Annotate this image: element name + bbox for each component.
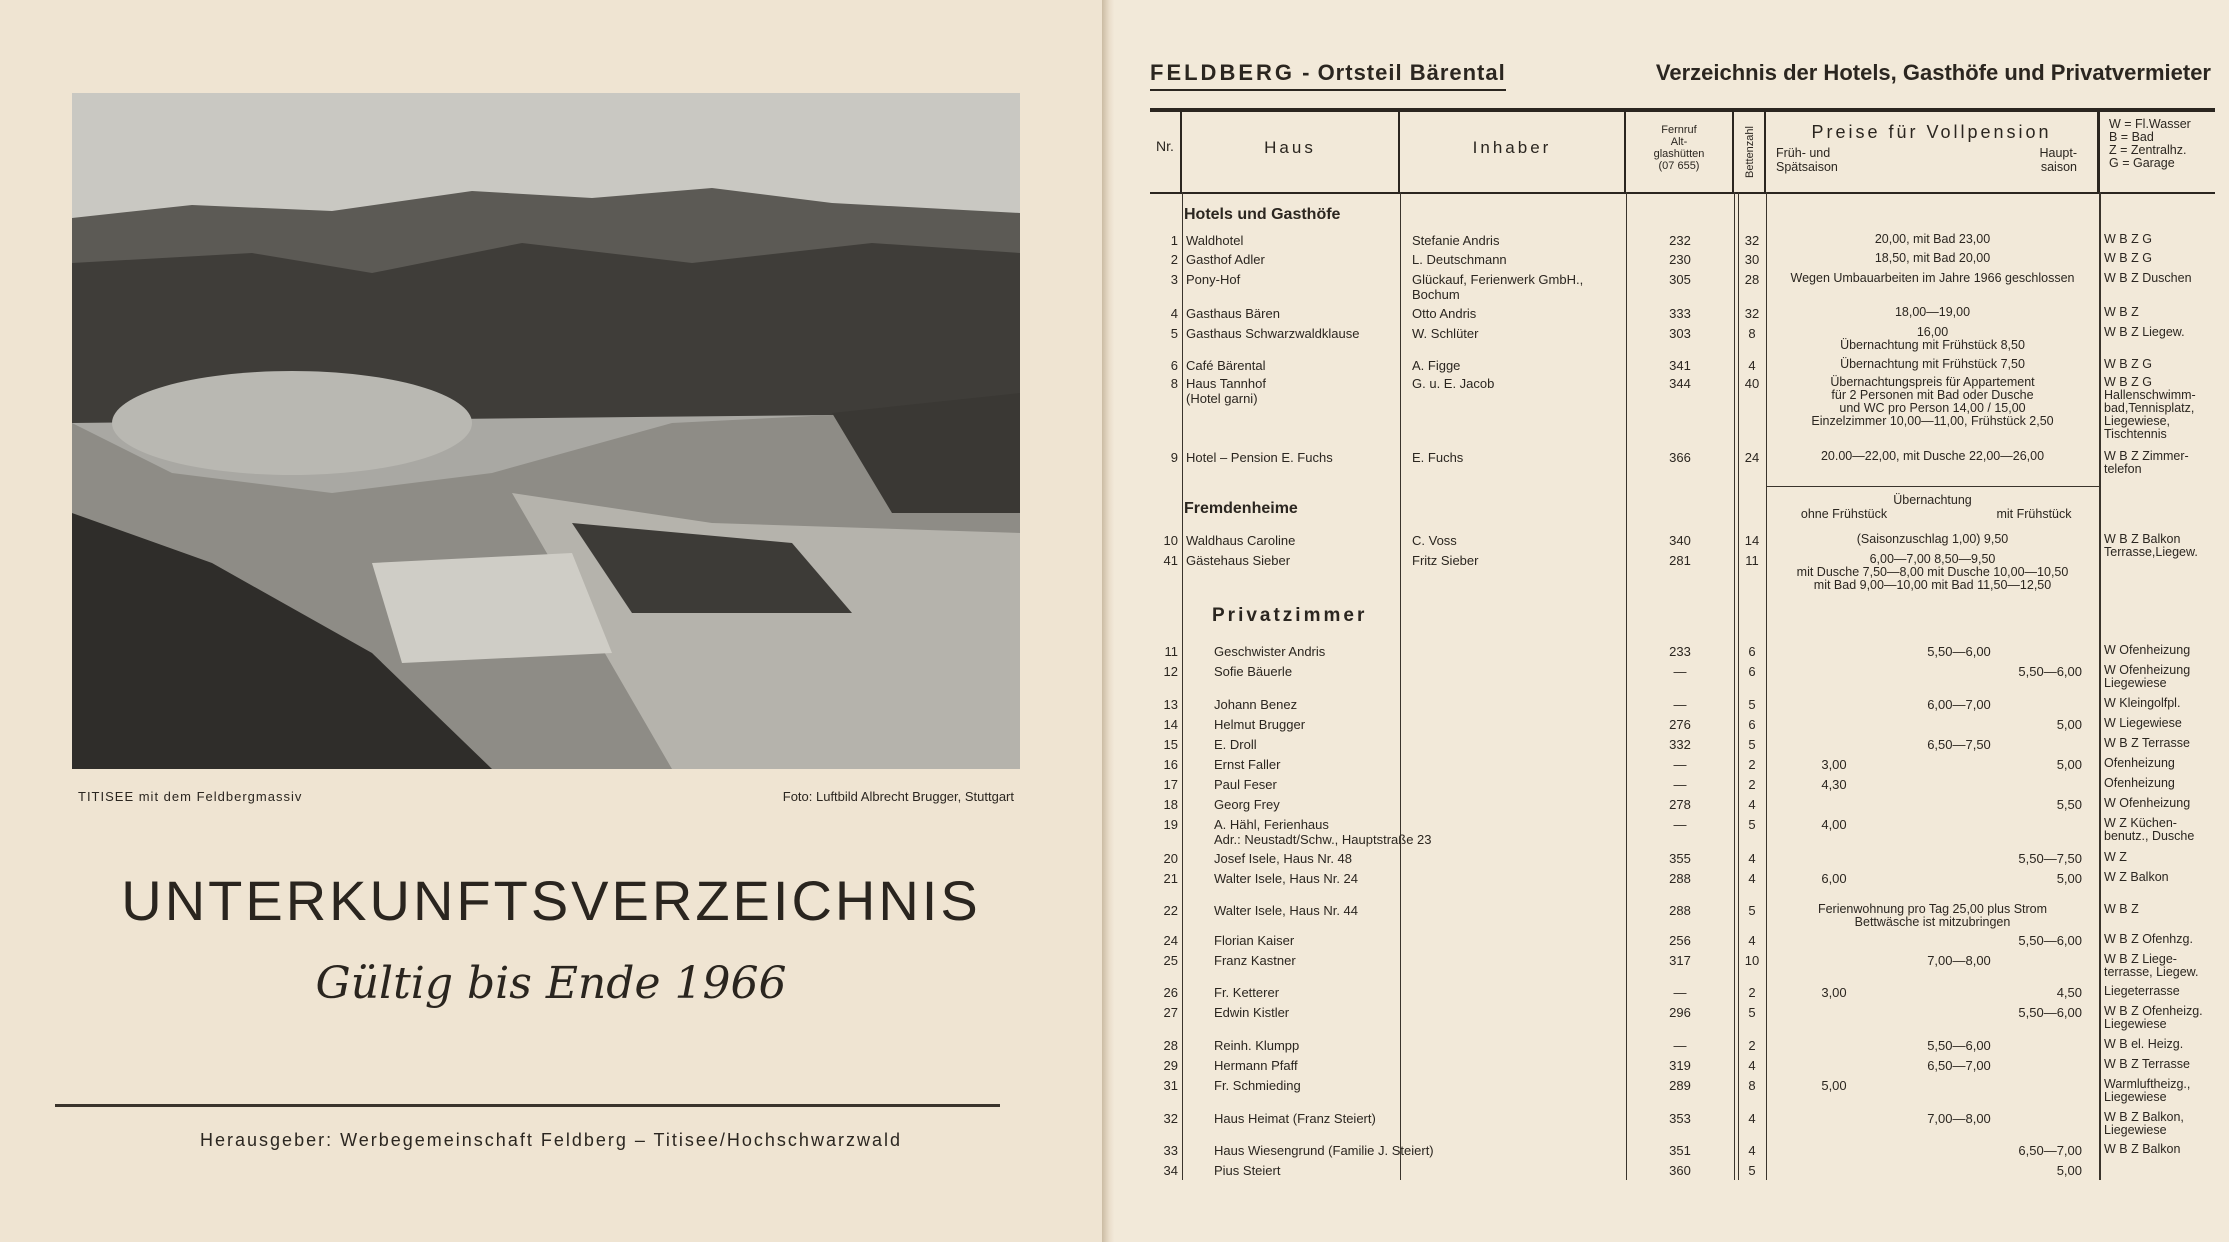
row-nr: 32	[1163, 1111, 1178, 1126]
row-preis: 18,00—19,00	[1894, 305, 1971, 319]
row-fernruf: —	[1673, 777, 1687, 792]
row-betten: 4	[1748, 1143, 1756, 1158]
row-betten: 2	[1748, 777, 1756, 792]
row-fernruf: 333	[1669, 306, 1691, 321]
row-haus: Gasthaus Schwarzwaldklause	[1186, 326, 1360, 341]
col-preise-label: Preise für Vollpension	[1811, 122, 2052, 142]
row-fernruf: 319	[1669, 1058, 1691, 1073]
row-ausstattung: W B Z Zimmer- telefon	[2104, 449, 2189, 476]
row-betten: 4	[1748, 1058, 1756, 1073]
row-ausstattung: W B Z	[2104, 902, 2139, 916]
row-preis-saison: 7,00—8,00	[1927, 1111, 1991, 1126]
row-inhaber: A. Figge	[1412, 358, 1461, 373]
cover-subtitle: Gültig bis Ende 1966	[315, 958, 787, 1009]
row-betten: 30	[1744, 252, 1760, 267]
row-betten: 6	[1748, 664, 1756, 679]
row-ausstattung: W B el. Heizg.	[2104, 1037, 2184, 1051]
row-nr: 16	[1163, 757, 1178, 772]
row-preis-hauptsaison: 4,50	[2056, 985, 2082, 1000]
uebernachtung-rule	[1766, 486, 2099, 487]
row-inhaber: Otto Andris	[1412, 306, 1477, 321]
legend-box: W = Fl.Wasser B = Bad Z = Zentralhz. G = Garage	[2109, 117, 2191, 170]
row-preis-hauptsaison: 5,00	[2056, 717, 2082, 732]
row-nr: 12	[1163, 664, 1178, 679]
row-haus: Helmut Brugger	[1214, 717, 1306, 732]
grid-line	[1734, 192, 1735, 1180]
row-preis-saison: 7,00—8,00	[1927, 953, 1991, 968]
col-haus: Haus	[1182, 112, 1400, 192]
col-inhaber: Inhaber	[1400, 112, 1626, 192]
row-betten: 14	[1744, 533, 1760, 548]
grid-line	[1182, 192, 1183, 1180]
section-hotels: Hotels und Gasthöfe	[1184, 206, 1341, 223]
row-fernruf: 230	[1669, 252, 1691, 267]
row-fernruf: 303	[1669, 326, 1691, 341]
row-haus: Ernst Faller	[1214, 757, 1281, 772]
listing-page	[1114, 0, 2229, 1242]
header-feldberg: FELDBERG	[1150, 60, 1295, 85]
row-fernruf: 344	[1669, 376, 1691, 391]
row-fernruf: —	[1673, 985, 1687, 1000]
row-ausstattung: W B Z Ofenhzg.	[2104, 932, 2193, 946]
publisher-line: Herausgeber: Werbegemeinschaft Feldberg – Titisee/Hochschwarzwald	[200, 1130, 902, 1150]
row-betten: 10	[1744, 953, 1760, 968]
row-fernruf: —	[1673, 817, 1687, 832]
row-fernruf: 281	[1669, 553, 1691, 568]
row-haus: Gasthaus Bären	[1186, 306, 1280, 321]
header-bottom-rule	[1150, 192, 2215, 194]
row-ausstattung: W B Z Liegew.	[2104, 325, 2185, 339]
row-haus: Haus Tannhof (Hotel garni)	[1186, 376, 1266, 406]
row-preis-saison: 4,00	[1821, 817, 1847, 832]
row-nr: 22	[1163, 903, 1178, 918]
row-haus: Gästehaus Sieber	[1186, 553, 1291, 568]
grid-line	[2099, 192, 2101, 1180]
row-preis: 20.00—22,00, mit Dusche 22,00—26,00	[1820, 449, 2045, 463]
row-preis: Übernachtungspreis für Appartement für 2 Personen mit Bad oder Dusche und WC pro Person 14,00 / 15,00 Einzelzimmer 10,00—11,00, Frühstück 2,50	[1811, 375, 2054, 428]
row-nr: 26	[1163, 985, 1178, 1000]
row-nr: 8	[1170, 376, 1178, 391]
row-preis-hauptsaison: 6,50—7,00	[2018, 1143, 2082, 1158]
row-preis-hauptsaison: 5,50—7,50	[2018, 851, 2082, 866]
page-header-location	[1150, 60, 1506, 91]
cover-page	[0, 0, 1102, 1242]
row-fernruf: —	[1673, 1038, 1687, 1053]
col-betten-label: Bettenzahl	[1744, 126, 1756, 178]
row-preis-hauptsaison: 5,50—6,00	[2018, 664, 2082, 679]
row-betten: 8	[1748, 1078, 1756, 1093]
row-ausstattung: W Z	[2104, 850, 2127, 864]
row-nr: 17	[1163, 777, 1178, 792]
row-nr: 9	[1170, 450, 1178, 465]
row-nr: 24	[1163, 933, 1178, 948]
row-fernruf: 276	[1669, 717, 1691, 732]
col-betten	[1734, 112, 1766, 192]
page-fold	[1102, 0, 1114, 1242]
row-fernruf: 305	[1669, 272, 1691, 287]
row-nr: 4	[1170, 306, 1178, 321]
row-haus: Franz Kastner	[1214, 953, 1296, 968]
row-fernruf: 256	[1669, 933, 1691, 948]
row-nr: 20	[1163, 851, 1178, 866]
aerial-photo-titisee	[72, 93, 1020, 769]
row-betten: 4	[1748, 871, 1756, 886]
row-nr: 34	[1163, 1163, 1178, 1178]
row-preis-saison: 6,00—7,00	[1927, 697, 1991, 712]
row-fernruf: 233	[1669, 644, 1691, 659]
row-fernruf: 317	[1669, 953, 1691, 968]
row-nr: 10	[1163, 533, 1178, 548]
row-inhaber: L. Deutschmann	[1412, 252, 1507, 267]
row-preis-hauptsaison: 5,50—6,00	[2018, 1005, 2082, 1020]
row-betten: 4	[1748, 1111, 1756, 1126]
row-inhaber: G. u. E. Jacob	[1412, 376, 1495, 391]
section-fremdenheime: Fremdenheime	[1184, 500, 1298, 517]
row-haus: Josef Isele, Haus Nr. 48	[1214, 851, 1353, 866]
row-betten: 8	[1748, 326, 1756, 341]
row-inhaber: Stefanie Andris	[1412, 233, 1500, 248]
row-ausstattung: Ofenheizung	[2104, 756, 2175, 770]
divider	[55, 1104, 1000, 1107]
row-haus: Haus Wiesengrund (Familie J. Steiert)	[1214, 1143, 1434, 1158]
row-fernruf: 232	[1669, 233, 1691, 248]
row-nr: 1	[1170, 233, 1178, 248]
row-haus: Paul Feser	[1214, 777, 1277, 792]
row-ausstattung: W B Z Ofenheizg. Liegewiese	[2104, 1004, 2203, 1031]
row-ausstattung: W B Z G	[2104, 251, 2152, 265]
row-ausstattung: W B Z Balkon	[2104, 1142, 2181, 1156]
photo-caption: TITISEE mit dem Feldbergmassiv	[78, 789, 303, 804]
row-ausstattung: W B Z Balkon, Liegewiese	[2104, 1110, 2184, 1137]
row-ausstattung: W B Z G	[2104, 357, 2152, 371]
row-ausstattung: W B Z Terrasse	[2104, 1057, 2190, 1071]
row-inhaber: E. Fuchs	[1412, 450, 1464, 465]
row-betten: 5	[1748, 1005, 1756, 1020]
row-fernruf: 353	[1669, 1111, 1691, 1126]
row-nr: 2	[1170, 252, 1178, 267]
row-nr: 19	[1163, 817, 1178, 832]
row-betten: 5	[1748, 817, 1756, 832]
row-inhaber: Fritz Sieber	[1412, 553, 1479, 568]
row-ausstattung: W B Z Duschen	[2104, 271, 2192, 285]
row-haus: Sofie Bäuerle	[1214, 664, 1293, 679]
row-ausstattung: W Ofenheizung	[2104, 796, 2191, 810]
row-ausstattung: Warmluftheizg., Liegewiese	[2104, 1077, 2191, 1104]
row-fernruf: —	[1673, 757, 1687, 772]
row-preis: 20,00, mit Bad 23,00	[1874, 232, 1991, 246]
row-haus: A. Hähl, Ferienhaus Adr.: Neustadt/Schw., Hauptstraße 23	[1214, 817, 1432, 847]
row-haus: Florian Kaiser	[1214, 933, 1295, 948]
col-fernruf: Fernruf Alt- glashütten (07 655)	[1626, 112, 1734, 192]
row-haus: Reinh. Klumpp	[1214, 1038, 1300, 1053]
row-fernruf: 341	[1669, 358, 1691, 373]
row-inhaber: C. Voss	[1412, 533, 1457, 548]
row-haus: Waldhaus Caroline	[1186, 533, 1296, 548]
row-haus: Georg Frey	[1214, 797, 1280, 812]
row-betten: 28	[1744, 272, 1760, 287]
row-haus: E. Droll	[1214, 737, 1257, 752]
row-betten: 24	[1744, 450, 1760, 465]
row-nr: 28	[1163, 1038, 1178, 1053]
row-preis-saison: Ferienwohnung pro Tag 25,00 plus Strom Bettwäsche ist mitzubringen	[1817, 902, 2048, 929]
row-betten: 5	[1748, 697, 1756, 712]
row-ausstattung: W B Z Terrasse	[2104, 736, 2190, 750]
row-nr: 15	[1163, 737, 1178, 752]
row-preis-hauptsaison: 5,50—6,00	[2018, 933, 2082, 948]
row-inhaber: W. Schlüter	[1412, 326, 1479, 341]
row-ausstattung: W Ofenheizung	[2104, 643, 2191, 657]
row-preis-hauptsaison: 5,00	[2056, 757, 2082, 772]
row-haus: Johann Benez	[1214, 697, 1298, 712]
row-nr: 5	[1170, 326, 1178, 341]
row-betten: 32	[1744, 233, 1760, 248]
row-fernruf: 278	[1669, 797, 1691, 812]
row-ausstattung: W Ofenheizung Liegewiese	[2104, 663, 2191, 690]
row-ausstattung: W Kleingolfpl.	[2104, 696, 2181, 710]
row-ausstattung: Liegeterrasse	[2104, 984, 2180, 998]
row-fernruf: 351	[1669, 1143, 1691, 1158]
row-nr: 25	[1163, 953, 1178, 968]
row-nr: 33	[1163, 1143, 1178, 1158]
row-haus: Walter Isele, Haus Nr. 44	[1214, 903, 1359, 918]
row-preis: 18,50, mit Bad 20,00	[1874, 251, 1991, 265]
row-betten: 2	[1748, 985, 1756, 1000]
row-fernruf: —	[1673, 664, 1687, 679]
row-nr: 6	[1170, 358, 1178, 373]
row-haus: Pony-Hof	[1186, 272, 1241, 287]
row-preis-saison: 6,50—7,50	[1927, 737, 1991, 752]
row-inhaber: Glückauf, Ferienwerk GmbH., Bochum	[1412, 272, 1584, 302]
row-nr: 3	[1170, 272, 1178, 287]
row-preis-saison: 5,50—6,00	[1927, 644, 1991, 659]
row-haus: Walter Isele, Haus Nr. 24	[1214, 871, 1359, 886]
row-haus: Hotel – Pension E. Fuchs	[1186, 450, 1333, 465]
uebernachtung-head: Übernachtung	[1893, 493, 1972, 507]
row-nr: 31	[1163, 1078, 1178, 1093]
row-haus: Geschwister Andris	[1214, 644, 1326, 659]
row-ausstattung: W Liegewiese	[2104, 716, 2182, 730]
row-fernruf: 360	[1669, 1163, 1691, 1178]
row-haus: Café Bärental	[1186, 358, 1266, 373]
row-betten: 4	[1748, 358, 1756, 373]
row-ausstattung: W B Z	[2104, 305, 2139, 319]
row-haus: Fr. Schmieding	[1214, 1078, 1301, 1093]
row-fernruf: 340	[1669, 533, 1691, 548]
row-nr: 27	[1163, 1005, 1178, 1020]
row-nr: 29	[1163, 1058, 1178, 1073]
col-saison-b: Haupt- saison	[2039, 146, 2077, 174]
row-preis-saison: 3,00	[1821, 757, 1847, 772]
mit-fruehstueck: mit Frühstück	[1996, 507, 2072, 521]
row-betten: 6	[1748, 717, 1756, 732]
row-fernruf: 366	[1669, 450, 1691, 465]
row-betten: 4	[1748, 797, 1756, 812]
row-betten: 2	[1748, 1038, 1756, 1053]
row-nr: 41	[1163, 553, 1178, 568]
row-preis: 16,00 Übernachtung mit Frühstück 8,50	[1840, 325, 2025, 352]
row-betten: 40	[1744, 376, 1760, 391]
row-ausstattung: W B Z Balkon Terrasse,Liegew.	[2104, 532, 2198, 559]
section-privatzimmer: Privatzimmer	[1212, 605, 1368, 626]
row-betten: 5	[1748, 737, 1756, 752]
row-preis-saison: 5,50—6,00	[1927, 1038, 1991, 1053]
row-preis-saison: 4,30	[1821, 777, 1847, 792]
row-ausstattung: W Z Balkon	[2104, 870, 2169, 884]
col-nr: Nr.	[1150, 112, 1182, 192]
page-header-title: Verzeichnis der Hotels, Gasthöfe und Privatvermieter	[1655, 60, 2211, 85]
photo-credit: Foto: Luftbild Albrecht Brugger, Stuttgart	[782, 789, 1014, 804]
ohne-fruehstueck: ohne Frühstück	[1800, 507, 1888, 521]
row-fernruf: 355	[1669, 851, 1691, 866]
row-preis: (Saisonzuschlag 1,00) 9,50	[1856, 532, 2009, 546]
header-ortsteil: - Ortsteil Bärental	[1302, 60, 1506, 85]
row-haus: Pius Steiert	[1214, 1163, 1281, 1178]
col-saison-a: Früh- und Spätsaison	[1776, 146, 1838, 174]
row-nr: 11	[1164, 644, 1178, 659]
row-preis-saison: 3,00	[1821, 985, 1847, 1000]
row-ausstattung: W Z Küchen- benutz., Dusche	[2104, 816, 2195, 843]
row-haus: Fr. Ketterer	[1214, 985, 1280, 1000]
row-preis: Übernachtung mit Frühstück 7,50	[1840, 357, 2025, 371]
row-preis-saison: 5,00	[1821, 1078, 1847, 1093]
row-betten: 32	[1744, 306, 1760, 321]
row-ausstattung: W B Z Liege- terrasse, Liegew.	[2104, 952, 2199, 979]
row-haus: Haus Heimat (Franz Steiert)	[1214, 1111, 1376, 1126]
row-ausstattung: Ofenheizung	[2104, 776, 2175, 790]
row-ausstattung: W B Z G Hallenschwimm- bad,Tennisplatz, Liegewiese, Tischtennis	[2104, 375, 2196, 441]
row-ausstattung: W B Z G	[2104, 232, 2152, 246]
row-haus: Hermann Pfaff	[1214, 1058, 1298, 1073]
row-nr: 21	[1163, 871, 1178, 886]
row-fernruf: 288	[1669, 871, 1691, 886]
row-preis: Wegen Umbauarbeiten im Jahre 1966 geschlossen	[1790, 271, 2075, 285]
row-fernruf: 332	[1669, 737, 1691, 752]
row-betten: 5	[1748, 1163, 1756, 1178]
row-betten: 11	[1745, 553, 1759, 568]
row-fernruf: 288	[1669, 903, 1691, 918]
row-nr: 13	[1163, 697, 1178, 712]
row-fernruf: —	[1673, 697, 1687, 712]
grid-line	[1400, 192, 1401, 1180]
row-preis: 6,00—7,00 8,50—9,50 mit Dusche 7,50—8,00 mit Dusche 10,00—10,50 mit Bad 9,00—10,00 mit Bad 11,50—12,50	[1796, 552, 2069, 592]
cover-title: UNTERKUNFTSVERZEICHNIS	[121, 869, 981, 932]
row-preis-saison: 6,00	[1821, 871, 1847, 886]
row-haus: Edwin Kistler	[1214, 1005, 1290, 1020]
row-nr: 18	[1163, 797, 1178, 812]
row-fernruf: 289	[1669, 1078, 1691, 1093]
row-nr: 14	[1163, 717, 1178, 732]
row-betten: 4	[1748, 933, 1756, 948]
row-preis-saison: 6,50—7,00	[1927, 1058, 1991, 1073]
row-haus: Waldhotel	[1186, 233, 1244, 248]
row-betten: 5	[1748, 903, 1756, 918]
row-preis-hauptsaison: 5,00	[2056, 871, 2082, 886]
row-fernruf: 296	[1669, 1005, 1691, 1020]
row-betten: 4	[1748, 851, 1756, 866]
row-preis-hauptsaison: 5,50	[2056, 797, 2082, 812]
row-haus: Gasthof Adler	[1186, 252, 1265, 267]
row-preis-hauptsaison: 5,00	[2056, 1163, 2082, 1178]
col-preise	[1766, 112, 2100, 192]
row-betten: 6	[1748, 644, 1756, 659]
row-betten: 2	[1748, 757, 1756, 772]
